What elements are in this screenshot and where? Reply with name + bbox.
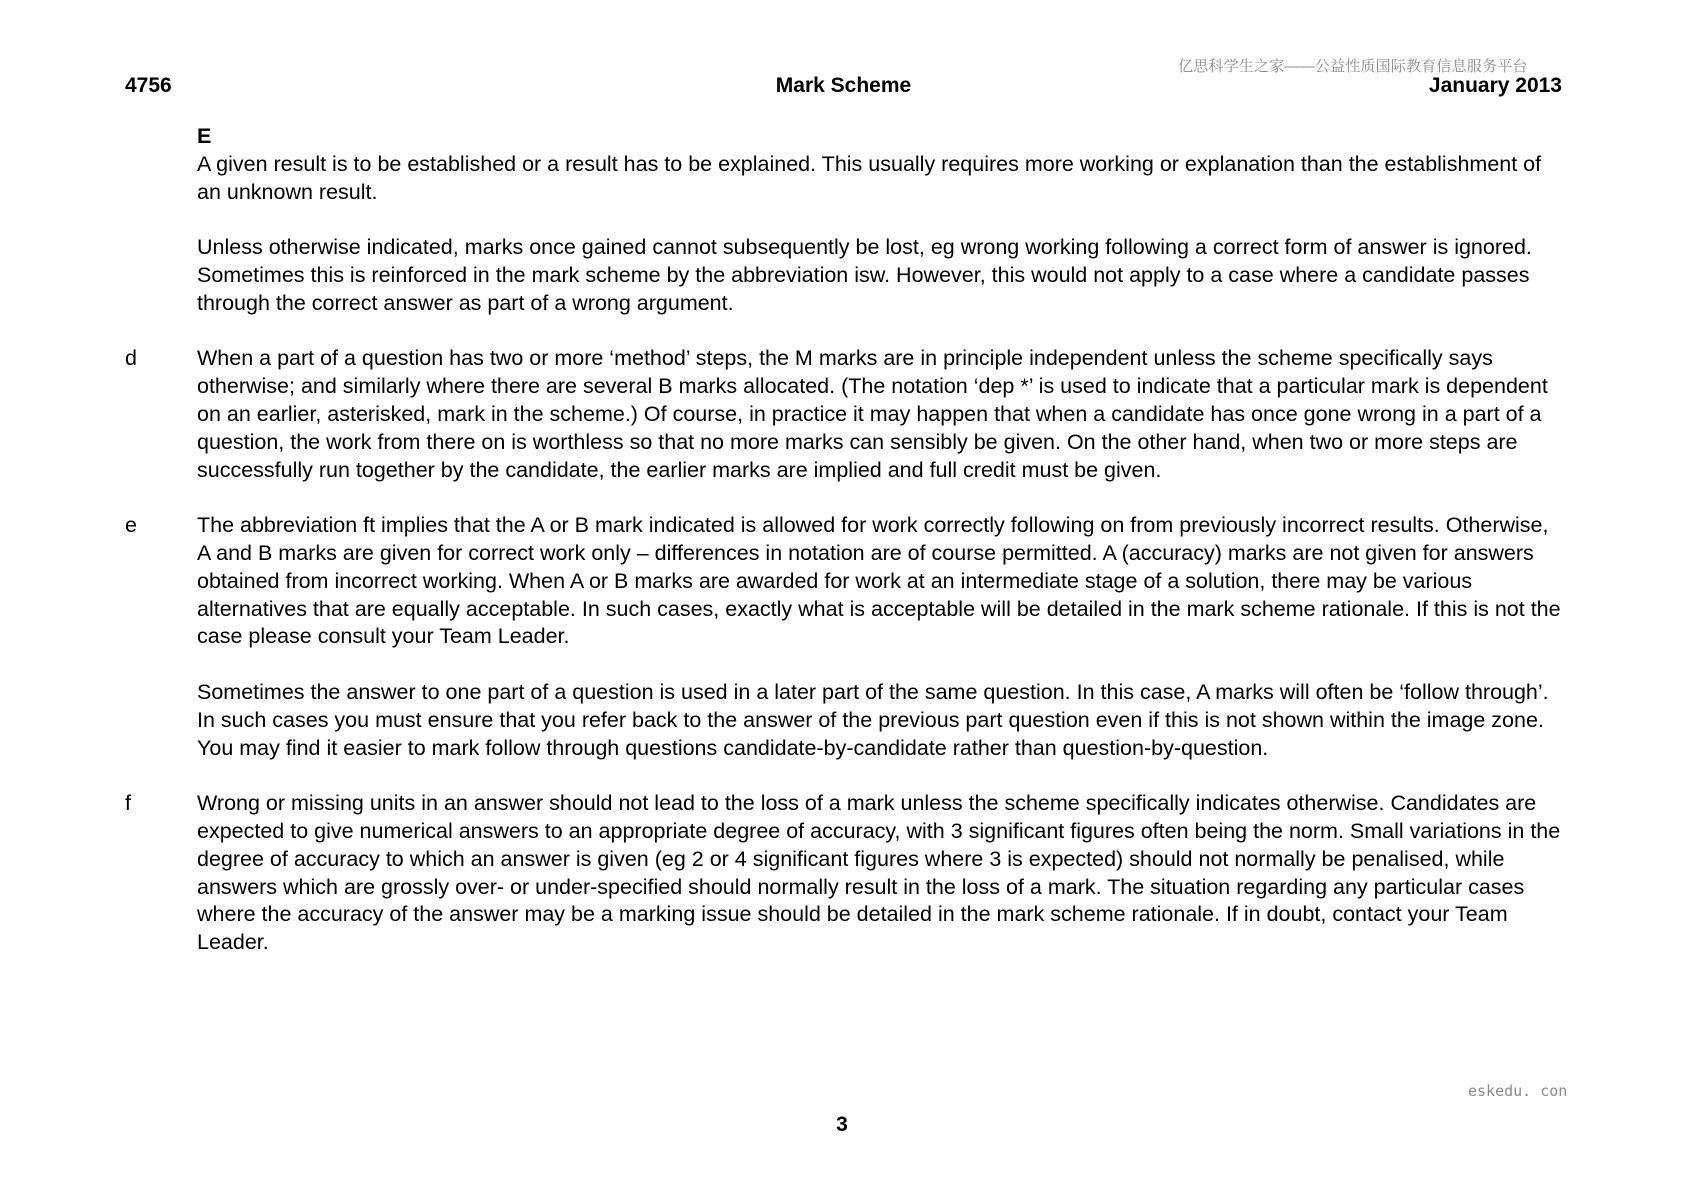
page-number: 3: [836, 1113, 848, 1136]
page-title: Mark Scheme: [775, 74, 912, 97]
watermark-bottom: eskedu. con: [1468, 1082, 1568, 1100]
paragraph: Unless otherwise indicated, marks once gained cannot subsequently be lost, eg wrong working following a correct form of answer is ignored. Sometimes this is reinforced in the mark scheme by the abbreviation isw. However, this would not apply to a case where a candidate passes through the correct answer as part of a wrong argument.: [197, 235, 1532, 315]
paragraph: A given result is to be established or a result has to be explained. This usually requires more working or explanation than the establishment of an unknown result.: [197, 151, 1542, 204]
paragraph: When a part of a question has two or more ‘method’ steps, the M marks are in principle independent unless the scheme specifically says otherwise; and similarly where there are several B marks allocated. (The notation ‘dep *’ is used to indicate that a particular mark is dependent on an earlier, asterisked, mark in the scheme.) Of course, in practice it may happen that when a candidate has once gone wrong in a part of a question, the work from there on is worthless so that no more marks can sensibly be given. On the other hand, when two or more steps are successfully run together by the candidate, the earlier marks are implied and full credit must be given.: [197, 346, 1548, 482]
item-marker: f: [125, 791, 131, 816]
paragraph: Sometimes the answer to one part of a question is used in a later part of the same question. In this case, A marks will often be ‘follow through’. In such cases you must ensure that you refer back to the answer of the previous part question even if this is not shown within the image zone. You may find it easier to mark follow through questions candidate-by-candidate rather than question-by-question.: [197, 679, 1549, 760]
paper-code: 4756: [125, 74, 172, 97]
item-f: [125, 790, 1565, 957]
section-letter: E: [197, 124, 212, 148]
item-marker: e: [125, 513, 137, 538]
paragraph: Wrong or missing units in an answer should not lead to the loss of a mark unless the scheme specifically indicates otherwise. Candidates are expected to give numerical answers to an appropriate degree of accuracy, with 3 significant figures often being the norm. Small variations in the degree of accuracy to which an answer is given (eg 2 or 4 significant figures where 3 is expected) should not normally be penalised, while answers which are grossly over- or under-specified should normally result in the loss of a mark. The situation regarding any particular cases where the accuracy of the answer may be a marking issue should be detailed in the mark scheme rationale. If in doubt, contact your Team Leader.: [197, 791, 1561, 955]
document-body: [125, 123, 1565, 985]
item-e: [125, 512, 1565, 762]
section-e: [125, 123, 1565, 318]
watermark-top: 亿思科学生之家——公益性质国际教育信息服务平台: [1178, 58, 1528, 75]
page-header: [125, 74, 1562, 102]
paragraph: The abbreviation ft implies that the A or B mark indicated is allowed for work correctly following on from previously incorrect results. Otherwise, A and B marks are given for correct work only – differences in notation are of course permitted. A (accuracy) marks are not given for answers obtained from incorrect working. When A or B marks are awarded for work at an intermediate stage of a solution, there may be various alternatives that are equally acceptable. In such cases, exactly what is acceptable will be detailed in the mark scheme rationale. If this is not the case please consult your Team Leader.: [197, 513, 1561, 649]
item-d: [125, 345, 1565, 484]
exam-date: January 2013: [1428, 74, 1562, 97]
item-marker: d: [125, 346, 137, 371]
